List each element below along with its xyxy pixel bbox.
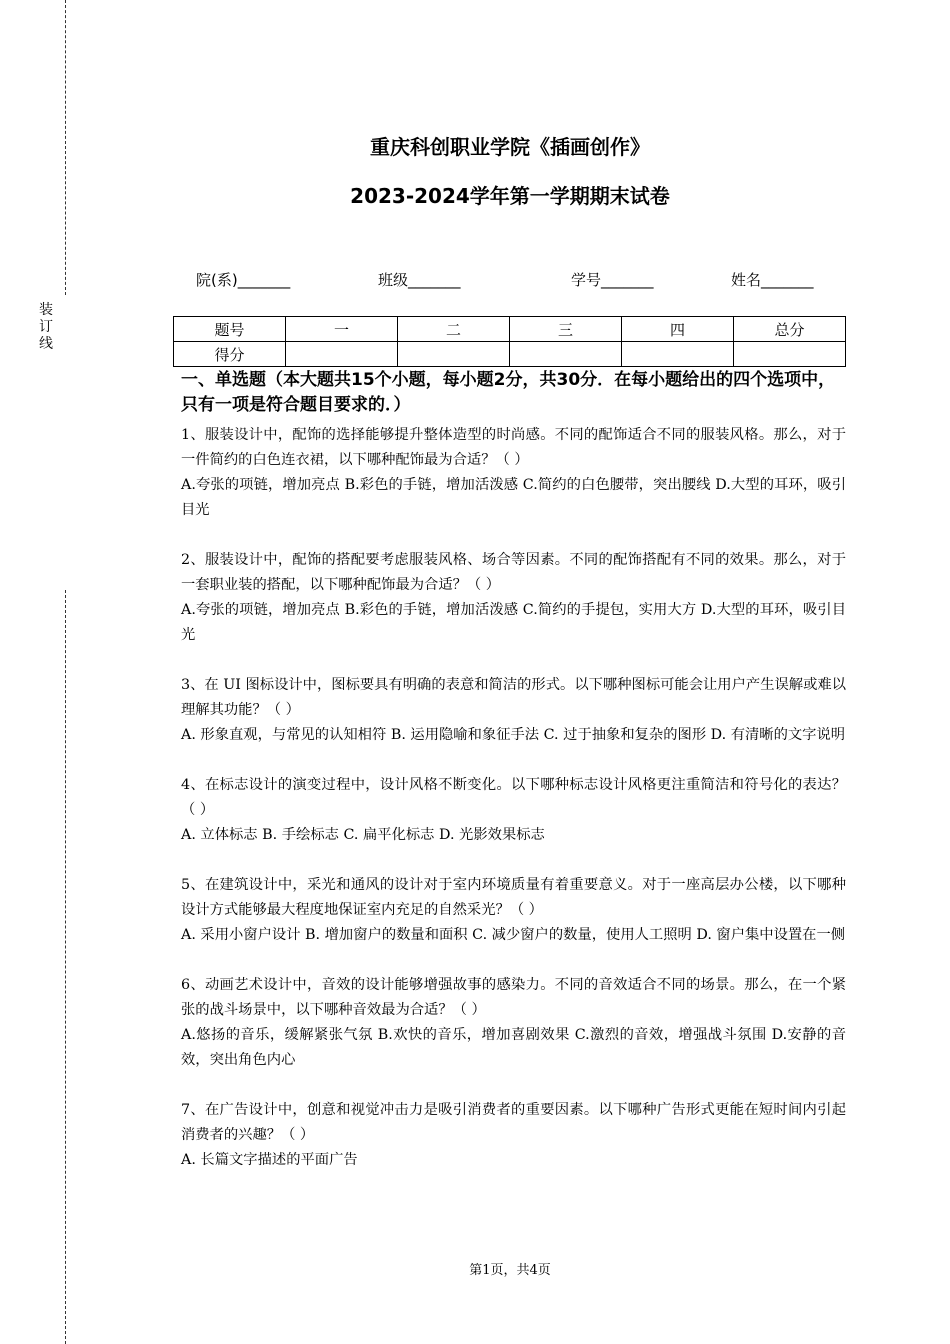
question-stem: 6、动画艺术设计中，音效的设计能够增强故事的感染力。不同的音效适合不同的场景。那么，在一个紧张的战斗场景中，以下哪种音效最为合适？（ ） xyxy=(181,977,846,1018)
binding-label: 装订线 xyxy=(39,302,53,352)
question-item xyxy=(181,673,846,748)
question-item xyxy=(181,548,846,648)
exam-content xyxy=(181,368,846,1173)
score-table-cell: 总分 xyxy=(734,317,846,342)
score-entry-cell xyxy=(510,342,622,367)
binding-line-bottom xyxy=(65,590,66,1344)
score-entry-cell xyxy=(622,342,734,367)
score-table xyxy=(173,316,846,367)
score-table-cell: 二 xyxy=(398,317,510,342)
question-item xyxy=(181,973,846,1073)
question-stem: 2、服装设计中，配饰的搭配要考虑服装风格、场合等因素。不同的配饰搭配有不同的效果。那么，对于一套职业装的搭配，以下哪种配饰最为合适？（ ） xyxy=(181,552,846,593)
question-stem: 4、在标志设计的演变过程中，设计风格不断变化。以下哪种标志设计风格更注重简洁和符号化的表达？（ ） xyxy=(181,777,846,818)
question-stem: 1、服装设计中，配饰的选择能够提升整体造型的时尚感。不同的配饰适合不同的服装风格。那么，对于一件简约的白色连衣裙，以下哪种配饰最为合适？（ ） xyxy=(181,427,846,468)
question-options: A. 采用小窗户设计 B. 增加窗户的数量和面积 C. 减少窗户的数量，使用人工照明 D. 窗户集中设置在一侧 xyxy=(181,927,846,943)
exam-title-line2: 2023-2024学年第一学期期末试卷 xyxy=(350,184,670,208)
score-table-header-row xyxy=(174,317,846,342)
question-stem: 5、在建筑设计中，采光和通风的设计对于室内环境质量有着重要意义。对于一座高层办公楼，以下哪种设计方式能够最大程度地保证室内充足的自然采光？（ ） xyxy=(181,877,846,918)
score-entry-cell xyxy=(398,342,510,367)
name-field: 姓名_______ xyxy=(731,271,814,289)
question-options: A. 立体标志 B. 手绘标志 C. 扁平化标志 D. 光影效果标志 xyxy=(181,827,545,843)
exam-title-line1: 重庆科创职业学院《插画创作》 xyxy=(370,135,650,159)
question-stem: 3、在 UI 图标设计中，图标要具有明确的表意和简洁的形式。以下哪种图标可能会让用户产生误解或难以理解其功能？（ ） xyxy=(181,677,846,718)
department-field: 院(系)_______ xyxy=(196,271,291,289)
question-options: A. 长篇文字描述的平面广告 xyxy=(181,1152,358,1168)
page-footer: 第1页，共4页 xyxy=(469,1263,551,1278)
question-item xyxy=(181,1098,846,1173)
question-item xyxy=(181,773,846,848)
score-table-score-row xyxy=(174,342,846,367)
score-table-cell: 四 xyxy=(622,317,734,342)
class-field: 班级_______ xyxy=(378,271,461,289)
question-stem: 7、在广告设计中，创意和视觉冲击力是吸引消费者的重要因素。以下哪种广告形式更能在短时间内引起消费者的兴趣？（ ） xyxy=(181,1102,846,1143)
score-entry-cell xyxy=(734,342,846,367)
section-heading: 一、单选题（本大题共15个小题，每小题2分，共30分．在每小题给出的四个选项中，只有一项是符合题目要求的．） xyxy=(181,370,836,415)
student-id-field: 学号_______ xyxy=(571,271,654,289)
score-table-cell: 一 xyxy=(286,317,398,342)
question-options: A.悠扬的音乐，缓解紧张气氛 B.欢快的音乐，增加喜剧效果 C.激烈的音效，增强战斗氛围 D.安静的音效，突出角色内心 xyxy=(181,1027,846,1068)
question-options: A. 形象直观，与常见的认知相符 B. 运用隐喻和象征手法 C. 过于抽象和复杂的图形 D. 有清晰的文字说明 xyxy=(181,727,846,743)
question-options: A.夸张的项链，增加亮点 B.彩色的手链，增加活泼感 C.简约的手提包，实用大方 D.大型的耳环，吸引目光 xyxy=(181,602,846,643)
score-table-cell: 三 xyxy=(510,317,622,342)
score-table-cell: 得分 xyxy=(174,342,286,367)
question-item xyxy=(181,873,846,948)
question-item xyxy=(181,423,846,523)
score-table-cell: 题号 xyxy=(174,317,286,342)
question-options: A.夸张的项链，增加亮点 B.彩色的手链，增加活泼感 C.简约的白色腰带，突出腰线 D.大型的耳环，吸引目光 xyxy=(181,477,846,518)
score-entry-cell xyxy=(286,342,398,367)
